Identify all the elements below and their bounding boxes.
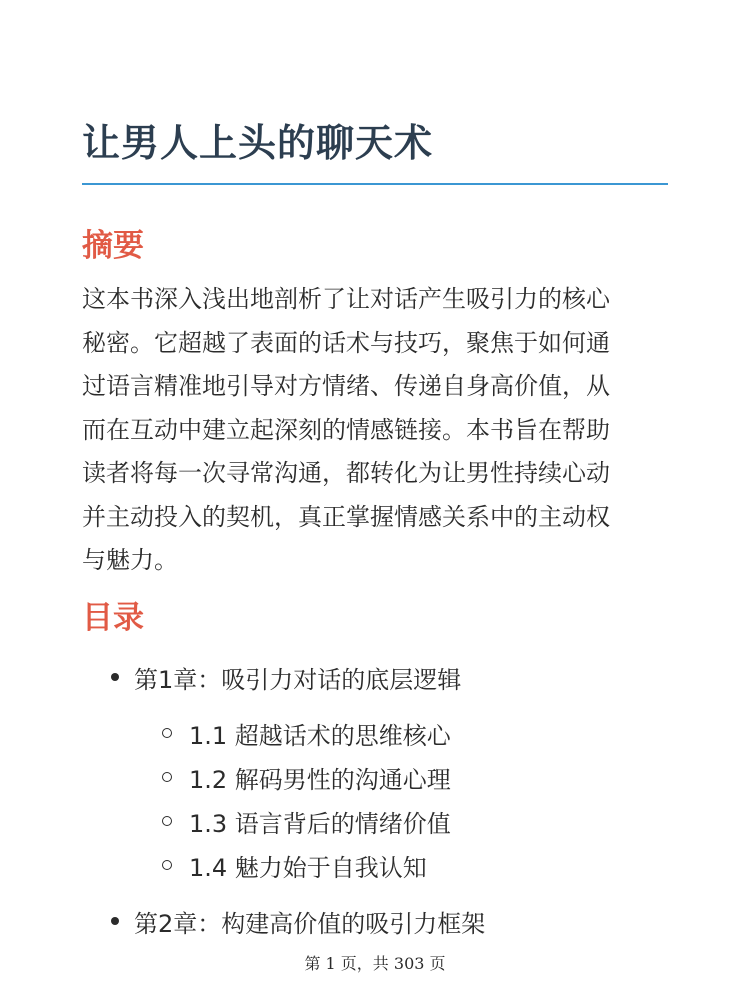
- title-divider: [82, 183, 668, 185]
- toc-heading: 目录: [82, 600, 144, 636]
- toc-section-1-1[interactable]: 1.1 超越话术的思维核心: [189, 722, 451, 750]
- bullet-circle-icon: [162, 728, 172, 738]
- abstract-line: 读者将每一次寻常沟通，都转化为让男性持续心动: [82, 459, 610, 487]
- abstract-heading: 摘要: [82, 228, 144, 264]
- bullet-circle-icon: [162, 772, 172, 782]
- abstract-line: 而在互动中建立起深刻的情感链接。本书旨在帮助: [82, 415, 610, 444]
- toc-chapter-1[interactable]: 第1章：吸引力对话的底层逻辑: [134, 666, 462, 694]
- toc-chapter-2[interactable]: 第2章：构建高价值的吸引力框架: [134, 910, 486, 938]
- page-footer: 第 1 页，共 303 页: [304, 954, 446, 973]
- abstract-line: 这本书深入浅出地剖析了让对话产生吸引力的核心: [82, 285, 610, 313]
- bullet-disc-icon: [111, 673, 119, 681]
- abstract-paragraph: [82, 278, 672, 583]
- bullet-circle-icon: [162, 860, 172, 870]
- bullet-circle-icon: [162, 816, 172, 826]
- toc-section-1-4[interactable]: 1.4 魅力始于自我认知: [189, 854, 427, 882]
- abstract-line: 并主动投入的契机，真正掌握情感关系中的主动权: [82, 502, 610, 531]
- abstract-line: 过语言精准地引导对方情绪、传递自身高价值，从: [82, 372, 610, 400]
- toc-section-1-3[interactable]: 1.3 语言背后的情绪价值: [189, 810, 451, 838]
- toc-section-1-2[interactable]: 1.2 解码男性的沟通心理: [189, 766, 451, 794]
- abstract-line: 秘密。它超越了表面的话术与技巧，聚焦于如何通: [82, 328, 610, 357]
- page-title: 让男人上头的聊天术: [82, 121, 434, 165]
- bullet-disc-icon: [111, 917, 119, 925]
- abstract-line: 与魅力。: [82, 546, 178, 574]
